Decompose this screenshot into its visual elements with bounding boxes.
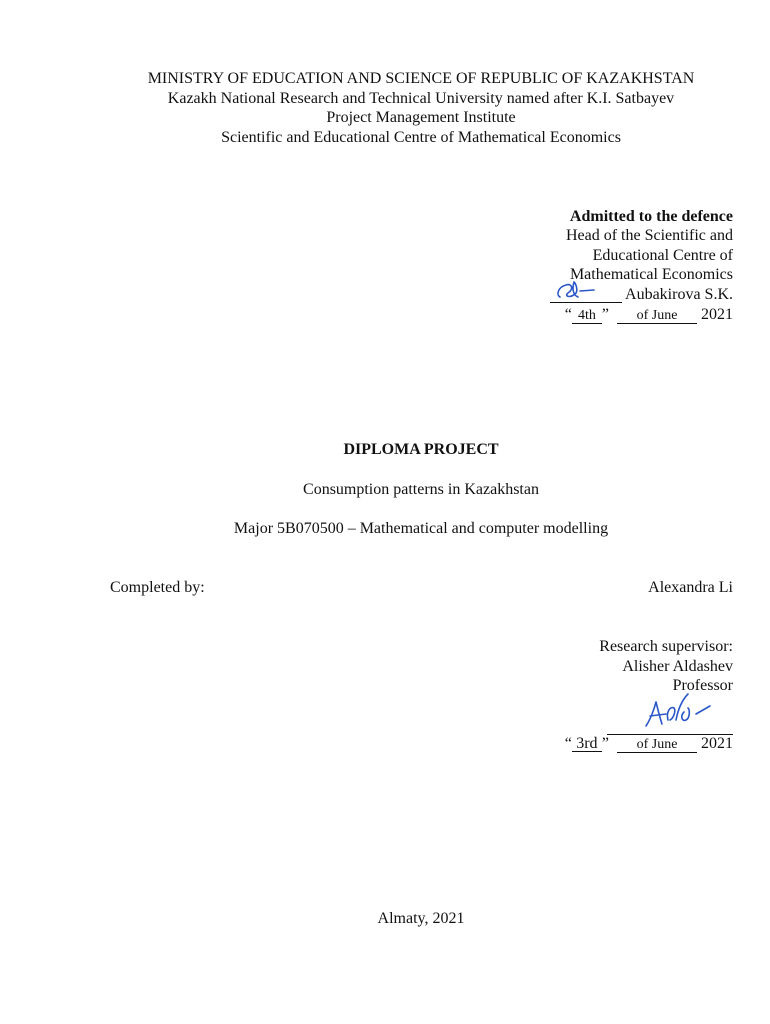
- admission-role-line1: Head of the Scientific and: [565, 227, 733, 244]
- admission-date: [565, 305, 733, 324]
- admission-role-line3: Mathematical Economics: [569, 266, 733, 283]
- supervisor-date-open-quote: “: [564, 735, 572, 752]
- head-name: Aubakirova S.K.: [625, 286, 733, 303]
- admission-title: Admitted to the defence: [569, 208, 733, 225]
- admission-date-year: 2021: [701, 306, 733, 323]
- centre-line: Scientific and Educational Centre of Mathematical Economics: [221, 129, 621, 146]
- university-line: Kazakh National Research and Technical University named after K.I. Satbayev: [167, 90, 675, 107]
- supervisor-title: Professor: [672, 677, 733, 694]
- institute-line: Project Management Institute: [326, 109, 516, 126]
- supervisor-date-month: of June: [617, 738, 697, 753]
- supervisor-date-year: 2021: [701, 735, 733, 752]
- supervisor-name: Alisher Aldashev: [622, 658, 733, 675]
- student-name: Alexandra Li: [648, 579, 733, 596]
- admission-date-open-quote: “: [564, 306, 572, 323]
- supervisor-date-day: 3rd: [572, 737, 602, 752]
- major-line: Major 5B070500 – Mathematical and computer modelling: [233, 520, 609, 537]
- supervisor-label: Research supervisor:: [599, 638, 733, 655]
- supervisor-date: [565, 734, 733, 753]
- admission-date-month: of June: [617, 309, 697, 324]
- admission-role-line2: Educational Centre of: [592, 247, 733, 264]
- completed-by-label: Completed by:: [110, 579, 205, 596]
- admission-date-close-quote: ”: [601, 306, 609, 323]
- ministry-line: MINISTRY OF EDUCATION AND SCIENCE OF REPUBLIC OF KAZAKHSTAN: [147, 70, 695, 87]
- head-signature: [550, 279, 610, 305]
- admission-date-day: 4th: [572, 309, 602, 324]
- place-and-year: Almaty, 2021: [377, 910, 465, 927]
- document-type: DIPLOMA PROJECT: [343, 441, 499, 458]
- supervisor-date-close-quote: ”: [601, 735, 609, 752]
- project-topic: Consumption patterns in Kazakhstan: [303, 481, 539, 498]
- supervisor-signature: [640, 690, 720, 732]
